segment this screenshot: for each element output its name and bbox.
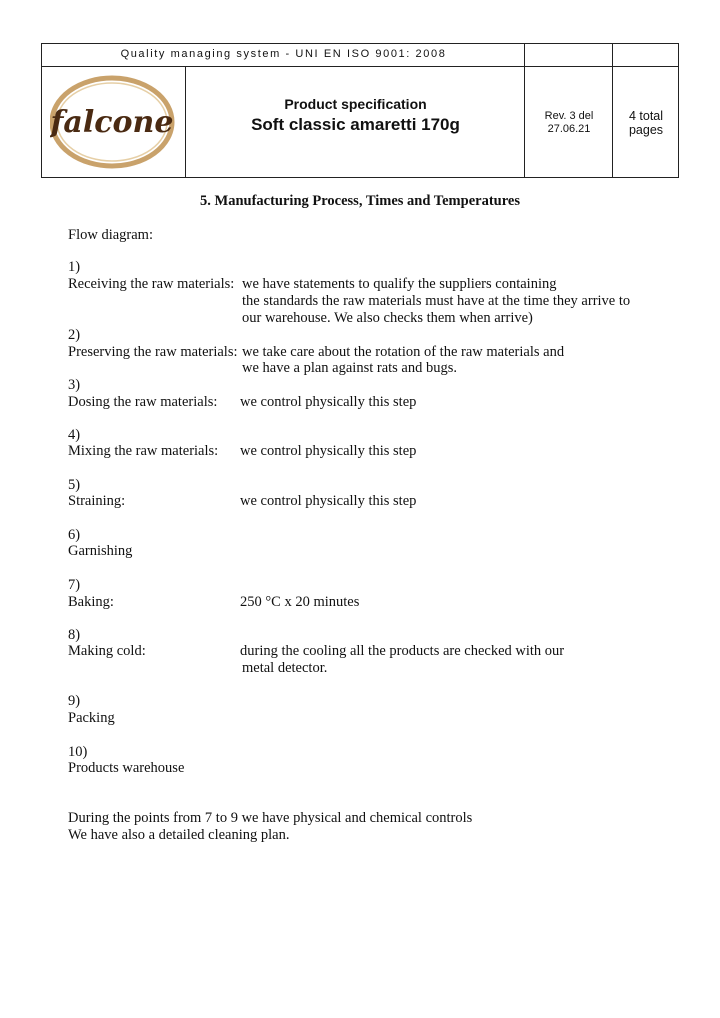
step-description: the standards the raw materials must have at the time they arrive to (242, 293, 631, 309)
step-number: 1) (68, 259, 81, 275)
page-count-line1: 4 total (628, 109, 664, 123)
revision-info (525, 110, 613, 136)
step-description: we control physically this step (240, 443, 417, 459)
step-description: metal detector. (242, 660, 328, 676)
step-name: Receiving the raw materials: (68, 276, 235, 292)
step-name: Straining: (68, 493, 126, 509)
document-header (41, 43, 679, 178)
divider (185, 66, 186, 178)
step-description: we control physically this step (240, 394, 417, 410)
step-description: we control physically this step (240, 493, 417, 509)
step-name: Making cold: (68, 643, 146, 659)
falcone-logo (50, 74, 176, 170)
page-count (613, 109, 679, 137)
cleaning-note: We have also a detailed cleaning plan. (68, 827, 290, 843)
step-number: 8) (68, 627, 81, 643)
qms-label: Quality managing system - UNI EN ISO 9001: 2008 (120, 48, 447, 60)
controls-note: During the points from 7 to 9 we have physical and chemical controls (68, 810, 473, 826)
step-number: 2) (68, 327, 81, 343)
step-name: Mixing the raw materials: (68, 443, 219, 459)
step-name: Garnishing (68, 543, 133, 559)
step-name: Dosing the raw materials: (68, 394, 218, 410)
step-name: Packing (68, 710, 115, 726)
flow-diagram-label: Flow diagram: (68, 227, 153, 243)
step-description: we take care about the rotation of the raw materials and (242, 344, 565, 360)
step-number: 4) (68, 427, 81, 443)
section-title: 5. Manufacturing Process, Times and Temperatures (200, 193, 520, 209)
step-number: 6) (68, 527, 81, 543)
step-description: 250 °C x 20 minutes (240, 594, 360, 610)
step-description: our warehouse. We also checks them when arrive) (242, 310, 533, 326)
revision-number: Rev. 3 del (544, 110, 594, 122)
step-description: during the cooling all the products are checked with our (240, 643, 565, 659)
step-name: Preserving the raw materials: (68, 344, 238, 360)
step-number: 3) (68, 377, 81, 393)
step-number: 10) (68, 744, 88, 760)
step-name: Products warehouse (68, 760, 185, 776)
page-count-line2: pages (628, 123, 664, 137)
step-description: we have a plan against rats and bugs. (242, 360, 458, 376)
product-name: Soft classic amaretti 170g (251, 115, 460, 134)
step-name: Baking: (68, 594, 114, 610)
step-description: we have statements to qualify the suppliers containing (242, 276, 557, 292)
qms-row (42, 44, 678, 67)
revision-date: 27.06.21 (547, 123, 591, 135)
logo-wordmark: falcone (50, 105, 174, 140)
spec-title: Product specification (284, 96, 427, 112)
step-number: 7) (68, 577, 81, 593)
step-number: 5) (68, 477, 81, 493)
step-number: 9) (68, 693, 81, 709)
